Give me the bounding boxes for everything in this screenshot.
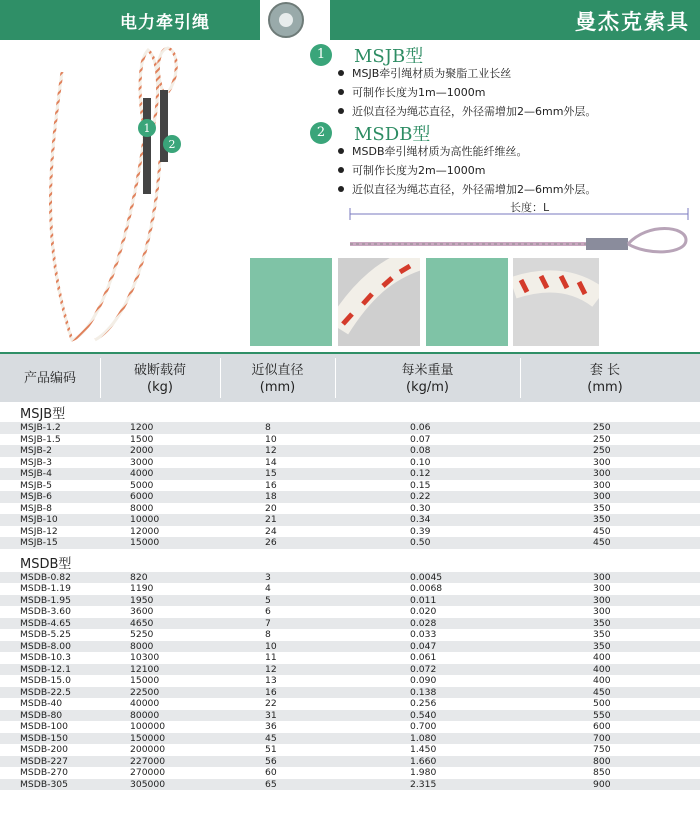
- cell-sleeve: 350: [593, 640, 611, 652]
- cell-weight: 0.256: [410, 698, 437, 709]
- cell-load: 305000: [130, 778, 166, 790]
- cell-code: MSDB-8.00: [20, 640, 71, 652]
- col-header-weight: 每米重量 (kg/m): [401, 363, 454, 395]
- table-row: [0, 710, 700, 722]
- product-number-badge: 1: [310, 44, 332, 66]
- cell-load: 15000: [130, 537, 160, 548]
- cell-load: 1200: [130, 422, 154, 433]
- table-row: [0, 503, 700, 515]
- cell-load: 4650: [130, 617, 154, 629]
- cell-load: 200000: [130, 744, 166, 755]
- header-band-right: [330, 0, 700, 40]
- cell-diameter: 20: [265, 502, 277, 514]
- cell-diameter: 4: [265, 583, 271, 594]
- cell-weight: 0.08: [410, 445, 431, 456]
- cell-sleeve: 600: [593, 721, 611, 732]
- cell-weight: 0.22: [410, 491, 431, 502]
- cell-code: MSJB-2: [20, 445, 52, 456]
- cell-sleeve: 250: [593, 433, 611, 445]
- brand-logo-icon: [268, 2, 304, 38]
- cell-code: MSJB-8: [20, 502, 52, 514]
- table-row: [0, 698, 700, 710]
- cell-sleeve: 800: [593, 755, 611, 767]
- cell-diameter: 22: [265, 698, 277, 709]
- rope-illustration: [0, 40, 250, 350]
- cell-diameter: 16: [265, 686, 277, 698]
- cell-code: MSDB-5.25: [20, 629, 71, 640]
- page-header: [0, 0, 700, 40]
- cell-code: MSDB-305: [20, 778, 68, 790]
- cell-sleeve: 350: [593, 502, 611, 514]
- table-row: [0, 744, 700, 756]
- table-row: [0, 675, 700, 687]
- table-row: [0, 652, 700, 664]
- cell-sleeve: 750: [593, 744, 611, 755]
- cell-load: 22500: [130, 686, 160, 698]
- cell-diameter: 8: [265, 629, 271, 640]
- bullet-item: 可制作长度为1m—1000m: [338, 83, 596, 102]
- cell-weight: 1.080: [410, 732, 437, 744]
- cell-weight: 0.700: [410, 721, 437, 732]
- product-name: MSJB型: [354, 46, 424, 67]
- cell-diameter: 7: [265, 617, 271, 629]
- cell-load: 15000: [130, 675, 160, 686]
- cell-sleeve: 300: [593, 606, 611, 617]
- cell-sleeve: 300: [593, 594, 611, 606]
- rope-photo-3: [426, 258, 508, 346]
- cell-weight: 0.061: [410, 652, 437, 663]
- table-row: [0, 526, 700, 538]
- cell-diameter: 18: [265, 491, 277, 502]
- cell-diameter: 21: [265, 514, 277, 525]
- cell-code: MSDB-10.3: [20, 652, 71, 663]
- cell-sleeve: 450: [593, 686, 611, 698]
- cell-diameter: 36: [265, 721, 277, 732]
- cell-load: 12100: [130, 663, 160, 675]
- cell-weight: 0.047: [410, 640, 437, 652]
- cell-weight: 0.033: [410, 629, 437, 640]
- cell-code: MSDB-40: [20, 698, 63, 709]
- bullet-item: 近似直径为绳芯直径，外径需增加2—6mm外层。: [338, 180, 596, 199]
- table-row: [0, 779, 700, 791]
- cell-sleeve: 250: [593, 422, 611, 433]
- table-row: [0, 468, 700, 480]
- cell-weight: 0.090: [410, 675, 437, 686]
- cell-diameter: 15: [265, 468, 277, 479]
- cell-weight: 0.50: [410, 537, 431, 548]
- cell-code: MSJB-4: [20, 468, 52, 479]
- cell-sleeve: 400: [593, 675, 611, 686]
- cell-sleeve: 700: [593, 732, 611, 744]
- table-row: [0, 514, 700, 526]
- cell-weight: 0.0068: [410, 583, 443, 594]
- cell-load: 8000: [130, 502, 154, 514]
- cell-code: MSJB-3: [20, 456, 52, 468]
- cell-code: MSDB-0.82: [20, 571, 71, 583]
- cell-diameter: 14: [265, 456, 277, 468]
- table-row: [0, 767, 700, 779]
- cell-weight: 0.07: [410, 433, 431, 445]
- cell-diameter: 26: [265, 537, 277, 548]
- table-row: [0, 733, 700, 745]
- table-row: [0, 641, 700, 653]
- cell-weight: 0.10: [410, 456, 431, 468]
- product-bullets: [338, 64, 596, 121]
- cell-sleeve: 300: [593, 468, 611, 479]
- cell-weight: 0.138: [410, 686, 437, 698]
- table-row: [0, 572, 700, 584]
- bullet-item: 可制作长度为2m—1000m: [338, 161, 596, 180]
- cell-load: 10300: [130, 652, 160, 663]
- table-header: [0, 352, 700, 402]
- table-row: [0, 664, 700, 676]
- table-row: [0, 445, 700, 457]
- cell-weight: 2.315: [410, 778, 437, 790]
- cell-weight: 0.12: [410, 468, 431, 479]
- cell-sleeve: 850: [593, 767, 611, 778]
- rope-photo-4: [513, 258, 599, 346]
- cell-diameter: 24: [265, 525, 277, 537]
- product-bullets: [338, 142, 596, 199]
- bullet-item: 近似直径为绳芯直径，外径需增加2—6mm外层。: [338, 102, 596, 121]
- cell-load: 40000: [130, 698, 160, 709]
- cell-diameter: 10: [265, 433, 277, 445]
- cell-weight: 0.39: [410, 525, 431, 537]
- cell-code: MSDB-150: [20, 732, 68, 744]
- cell-diameter: 3: [265, 571, 271, 583]
- cell-load: 1190: [130, 583, 154, 594]
- col-header-diameter: 近似直径 (mm): [251, 363, 304, 395]
- cell-load: 100000: [130, 721, 166, 732]
- cell-weight: 1.660: [410, 755, 437, 767]
- cell-sleeve: 450: [593, 537, 611, 548]
- cell-code: MSJB-5: [20, 479, 52, 491]
- table-row: [0, 629, 700, 641]
- cell-load: 1500: [130, 433, 154, 445]
- bullet-item: MSDB牵引绳材质为高性能纤维丝。: [338, 142, 596, 161]
- cell-diameter: 8: [265, 422, 271, 433]
- cell-load: 227000: [130, 755, 166, 767]
- cell-weight: 0.0045: [410, 571, 443, 583]
- product-number-badge: 2: [310, 122, 332, 144]
- cell-diameter: 10: [265, 640, 277, 652]
- cell-weight: 1.980: [410, 767, 437, 778]
- cell-code: MSDB-1.95: [20, 594, 71, 606]
- cell-sleeve: 500: [593, 698, 611, 709]
- cell-diameter: 45: [265, 732, 277, 744]
- cell-code: MSJB-1.2: [20, 422, 61, 433]
- cell-load: 3000: [130, 456, 154, 468]
- cell-sleeve: 400: [593, 663, 611, 675]
- cell-load: 1950: [130, 594, 154, 606]
- cell-weight: 0.011: [410, 594, 437, 606]
- cell-weight: 0.540: [410, 709, 437, 721]
- col-header-sleeve: 套 长 (mm): [587, 363, 623, 395]
- cell-weight: 0.15: [410, 479, 431, 491]
- cell-diameter: 56: [265, 755, 277, 767]
- table-row: [0, 721, 700, 733]
- cell-load: 6000: [130, 491, 154, 502]
- table-row: [0, 756, 700, 768]
- cell-diameter: 16: [265, 479, 277, 491]
- cell-code: MSDB-100: [20, 721, 68, 732]
- table-row: [0, 491, 700, 503]
- cell-code: MSDB-1.19: [20, 583, 71, 594]
- cell-code: MSJB-10: [20, 514, 58, 525]
- cell-code: MSJB-6: [20, 491, 52, 502]
- col-header-load: 破断载荷 (kg): [133, 363, 186, 395]
- cell-load: 10000: [130, 514, 160, 525]
- cell-code: MSDB-3.60: [20, 606, 71, 617]
- table-row: [0, 422, 700, 434]
- cell-weight: 1.450: [410, 744, 437, 755]
- marker-2-label: 2: [168, 138, 176, 151]
- bullet-item: MSJB牵引绳材质为聚脂工业长丝: [338, 64, 596, 83]
- marker-1-label: 1: [143, 122, 151, 135]
- header-band-left: [0, 0, 260, 40]
- table-row: [0, 583, 700, 595]
- table-row: [0, 480, 700, 492]
- cell-code: MSDB-200: [20, 744, 68, 755]
- cell-code: MSDB-227: [20, 755, 68, 767]
- cell-diameter: 11: [265, 652, 277, 663]
- cell-sleeve: 400: [593, 652, 611, 663]
- product-name: MSDB型: [354, 124, 431, 145]
- table-row: [0, 537, 700, 549]
- cell-diameter: 12: [265, 445, 277, 456]
- cell-sleeve: 450: [593, 525, 611, 537]
- col-header-code: 产品编码: [23, 371, 76, 386]
- cell-load: 80000: [130, 709, 160, 721]
- length-label: 长度：L: [510, 201, 550, 214]
- cell-load: 12000: [130, 525, 160, 537]
- cell-weight: 0.34: [410, 514, 431, 525]
- cell-sleeve: 300: [593, 479, 611, 491]
- cell-code: MSDB-80: [20, 709, 63, 721]
- cell-load: 4000: [130, 468, 154, 479]
- cell-sleeve: 900: [593, 778, 611, 790]
- cell-code: MSDB-15.0: [20, 675, 71, 686]
- cell-load: 820: [130, 571, 148, 583]
- cell-sleeve: 250: [593, 445, 611, 456]
- cell-sleeve: 550: [593, 709, 611, 721]
- group-label: MSDB型: [20, 556, 72, 572]
- table-row: [0, 434, 700, 446]
- cell-code: MSJB-12: [20, 525, 58, 537]
- cell-weight: 0.020: [410, 606, 437, 617]
- cell-sleeve: 300: [593, 491, 611, 502]
- cell-sleeve: 300: [593, 571, 611, 583]
- cell-weight: 0.06: [410, 422, 431, 433]
- rope-photo-1: [250, 258, 332, 346]
- cell-code: MSDB-4.65: [20, 617, 71, 629]
- cell-weight: 0.072: [410, 663, 437, 675]
- table-row: [0, 618, 700, 630]
- cell-code: MSDB-22.5: [20, 686, 71, 698]
- cell-diameter: 13: [265, 675, 277, 686]
- cell-code: MSDB-12.1: [20, 663, 71, 675]
- cell-diameter: 51: [265, 744, 277, 755]
- cell-weight: 0.30: [410, 502, 431, 514]
- table-row: [0, 687, 700, 699]
- cell-load: 5000: [130, 479, 154, 491]
- table-row: [0, 595, 700, 607]
- cell-load: 270000: [130, 767, 166, 778]
- cell-load: 8000: [130, 640, 154, 652]
- brand-name: 曼杰克索具: [575, 10, 690, 34]
- group-label: MSJB型: [20, 407, 66, 422]
- cell-sleeve: 300: [593, 456, 611, 468]
- section-title: 电力牵引绳: [120, 13, 210, 33]
- cell-diameter: 12: [265, 663, 277, 675]
- cell-sleeve: 350: [593, 514, 611, 525]
- cell-diameter: 31: [265, 709, 277, 721]
- rope-photo-2: [338, 258, 420, 346]
- cell-diameter: 60: [265, 767, 277, 778]
- cell-sleeve: 350: [593, 617, 611, 629]
- table-row: [0, 606, 700, 618]
- cell-sleeve: 350: [593, 629, 611, 640]
- cell-sleeve: 300: [593, 583, 611, 594]
- cell-load: 3600: [130, 606, 154, 617]
- table-row: [0, 457, 700, 469]
- cell-diameter: 65: [265, 778, 277, 790]
- cell-diameter: 5: [265, 594, 271, 606]
- cell-load: 150000: [130, 732, 166, 744]
- cell-weight: 0.028: [410, 617, 437, 629]
- cell-code: MSJB-1.5: [20, 433, 61, 445]
- cell-diameter: 6: [265, 606, 271, 617]
- cell-load: 5250: [130, 629, 154, 640]
- cell-code: MSJB-15: [20, 537, 58, 548]
- cell-code: MSDB-270: [20, 767, 68, 778]
- cell-load: 2000: [130, 445, 154, 456]
